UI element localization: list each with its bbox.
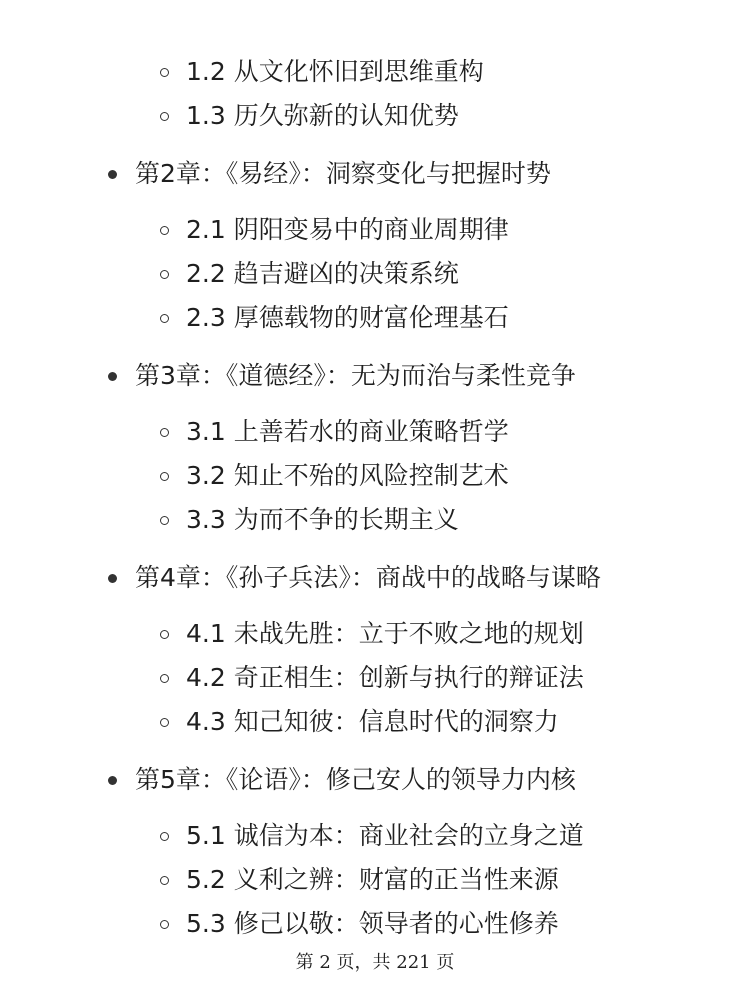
toc-section-label: 5.3 修己以敬：领导者的心性修养 [186, 909, 559, 938]
circle-bullet-icon [160, 472, 169, 481]
toc-section-label: 2.3 厚德载物的财富伦理基石 [186, 303, 509, 332]
toc-section-3-1[interactable] [160, 412, 509, 452]
toc-section-3-2[interactable] [160, 456, 509, 496]
toc-section-label: 4.1 未战先胜：立于不败之地的规划 [186, 619, 584, 648]
toc-section-label: 5.2 义利之辨：财富的正当性来源 [186, 865, 559, 894]
toc-section-4-3[interactable] [160, 702, 559, 742]
toc-section-4-1[interactable] [160, 614, 584, 654]
circle-bullet-icon [160, 428, 169, 437]
toc-chapter-2[interactable] [108, 154, 551, 194]
toc-chapter-5[interactable] [108, 760, 576, 800]
disc-bullet-icon [108, 574, 117, 583]
circle-bullet-icon [160, 112, 169, 121]
circle-bullet-icon [160, 630, 169, 639]
circle-bullet-icon [160, 876, 169, 885]
toc-chapter-4[interactable] [108, 558, 601, 598]
toc-section-5-1[interactable] [160, 816, 584, 856]
toc-section-label: 4.3 知己知彼：信息时代的洞察力 [186, 707, 559, 736]
circle-bullet-icon [160, 718, 169, 727]
toc-chapter-3[interactable] [108, 356, 576, 396]
circle-bullet-icon [160, 832, 169, 841]
toc-section-2-1[interactable] [160, 210, 509, 250]
toc-section-2-3[interactable] [160, 298, 509, 338]
toc-section-label: 3.1 上善若水的商业策略哲学 [186, 417, 509, 446]
toc-section-label: 3.3 为而不争的长期主义 [186, 505, 459, 534]
toc-section-label: 1.2 从文化怀旧到思维重构 [186, 57, 484, 86]
toc-chapter-label: 第3章：《道德经》：无为而治与柔性竞争 [135, 361, 576, 390]
toc-section-4-2[interactable] [160, 658, 584, 698]
toc-section-label: 3.2 知止不殆的风险控制艺术 [186, 461, 509, 490]
circle-bullet-icon [160, 226, 169, 235]
toc-section-label: 2.1 阴阳变易中的商业周期律 [186, 215, 509, 244]
toc-chapter-label: 第5章：《论语》：修己安人的领导力内核 [135, 765, 576, 794]
toc-section-label: 1.3 历久弥新的认知优势 [186, 101, 459, 130]
toc-section-5-3[interactable] [160, 904, 559, 944]
toc-section-label: 5.1 诚信为本：商业社会的立身之道 [186, 821, 584, 850]
disc-bullet-icon [108, 372, 117, 381]
toc-section-5-2[interactable] [160, 860, 559, 900]
toc-section-1-3[interactable] [160, 96, 459, 136]
toc-section-3-3[interactable] [160, 500, 459, 540]
disc-bullet-icon [108, 776, 117, 785]
circle-bullet-icon [160, 920, 169, 929]
disc-bullet-icon [108, 170, 117, 179]
circle-bullet-icon [160, 314, 169, 323]
toc-section-label: 4.2 奇正相生：创新与执行的辩证法 [186, 663, 584, 692]
toc-chapter-label: 第2章：《易经》：洞察变化与把握时势 [135, 159, 551, 188]
circle-bullet-icon [160, 516, 169, 525]
toc-section-label: 2.2 趋吉避凶的决策系统 [186, 259, 459, 288]
circle-bullet-icon [160, 68, 169, 77]
toc-section-1-2[interactable] [160, 52, 484, 92]
page-number: 第 2 页，共 221 页 [295, 952, 455, 973]
circle-bullet-icon [160, 674, 169, 683]
toc-chapter-label: 第4章：《孙子兵法》：商战中的战略与谋略 [135, 563, 601, 592]
toc-section-2-2[interactable] [160, 254, 459, 294]
circle-bullet-icon [160, 270, 169, 279]
